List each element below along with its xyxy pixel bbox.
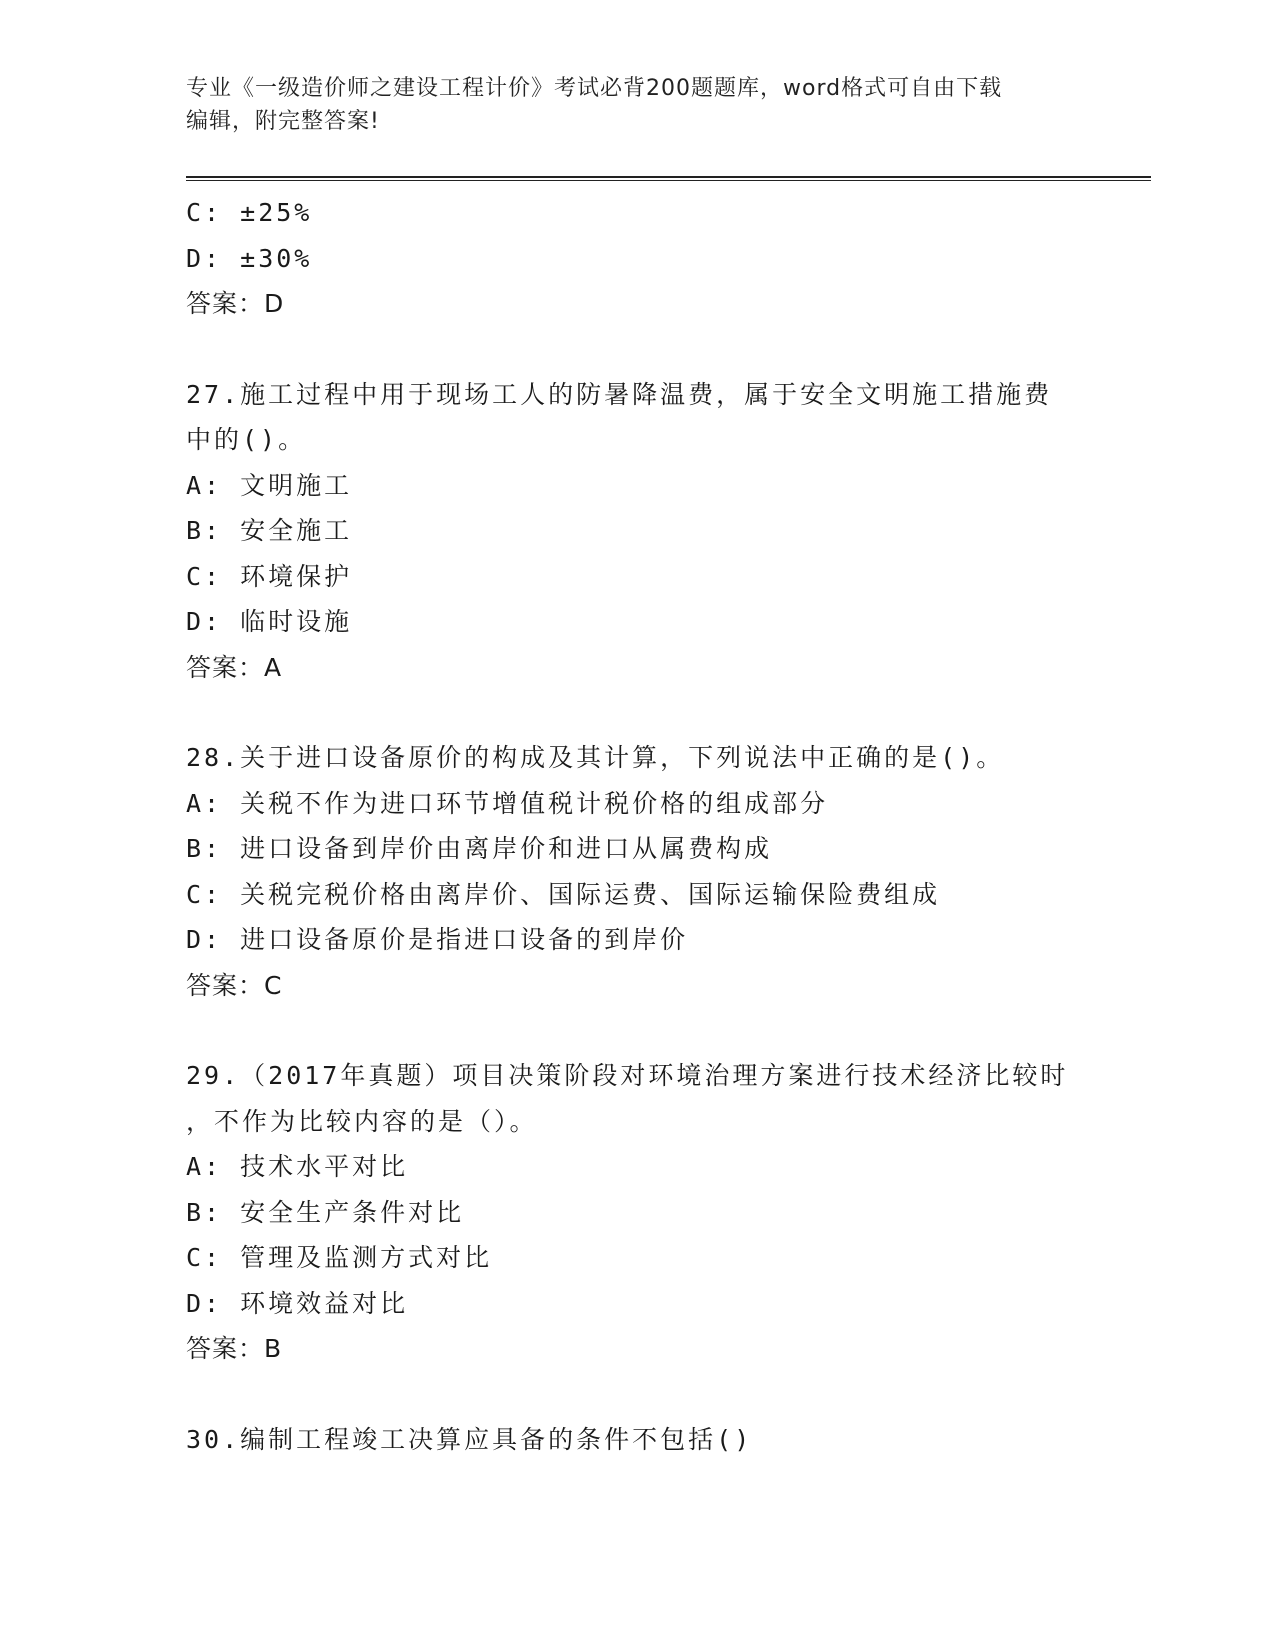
question-stem-continued: ，不作为比较内容的是（）。 — [186, 1106, 538, 1136]
question-stem-continued: 中的()。 — [186, 425, 307, 454]
option-d: D: ±30% — [186, 243, 313, 273]
question-26-tail — [186, 190, 1106, 327]
answer: 答案：B — [186, 1334, 283, 1363]
option-a: A: 技术水平对比 — [186, 1152, 409, 1181]
page-header — [186, 72, 1086, 138]
spacer — [186, 327, 1106, 372]
option-d: D: 环境效益对比 — [186, 1288, 409, 1318]
option-d: D: 进口设备原价是指进口设备的到岸价 — [186, 925, 689, 954]
question-stem: 28.关于进口设备原价的构成及其计算，下列说法中正确的是()。 — [186, 743, 1005, 772]
header-divider — [186, 176, 1151, 181]
option-b: B: 进口设备到岸价由离岸价和进口从属费构成 — [186, 834, 773, 863]
header-line-2: 编辑，附完整答案! — [186, 109, 380, 134]
header-line-1: 专业《一级造价师之建设工程计价》考试必背200题题库，word格式可自由下载 — [186, 76, 1003, 101]
question-29 — [186, 1053, 1106, 1372]
spacer — [186, 1008, 1106, 1053]
spacer — [186, 1372, 1106, 1417]
question-stem: 30.编制工程竣工决算应具备的条件不包括() — [186, 1424, 753, 1454]
option-d: D: 临时设施 — [186, 607, 353, 636]
option-a: A: 关税不作为进口环节增值税计税价格的组成部分 — [186, 788, 829, 818]
question-stem: 27.施工过程中用于现场工人的防暑降温费，属于安全文明施工措施费 — [186, 379, 1053, 409]
option-c: C: 管理及监测方式对比 — [186, 1243, 493, 1272]
option-b: B: 安全生产条件对比 — [186, 1197, 465, 1227]
answer: 答案：A — [186, 652, 283, 682]
option-a: A: 文明施工 — [186, 470, 353, 500]
question-27 — [186, 372, 1106, 691]
option-b: B: 安全施工 — [186, 516, 353, 545]
option-c: C: 环境保护 — [186, 561, 353, 591]
question-30 — [186, 1417, 1106, 1463]
document-body — [186, 190, 1106, 1462]
answer: 答案：D — [186, 289, 285, 318]
option-c: C: 关税完税价格由离岸价、国际运费、国际运输保险费组成 — [186, 879, 941, 909]
spacer — [186, 690, 1106, 735]
question-28 — [186, 735, 1106, 1008]
answer: 答案：C — [186, 970, 283, 1000]
option-c: C: ±25% — [186, 198, 313, 227]
question-stem: 29.（2017年真题）项目决策阶段对环境治理方案进行技术经济比较时 — [186, 1061, 1069, 1090]
